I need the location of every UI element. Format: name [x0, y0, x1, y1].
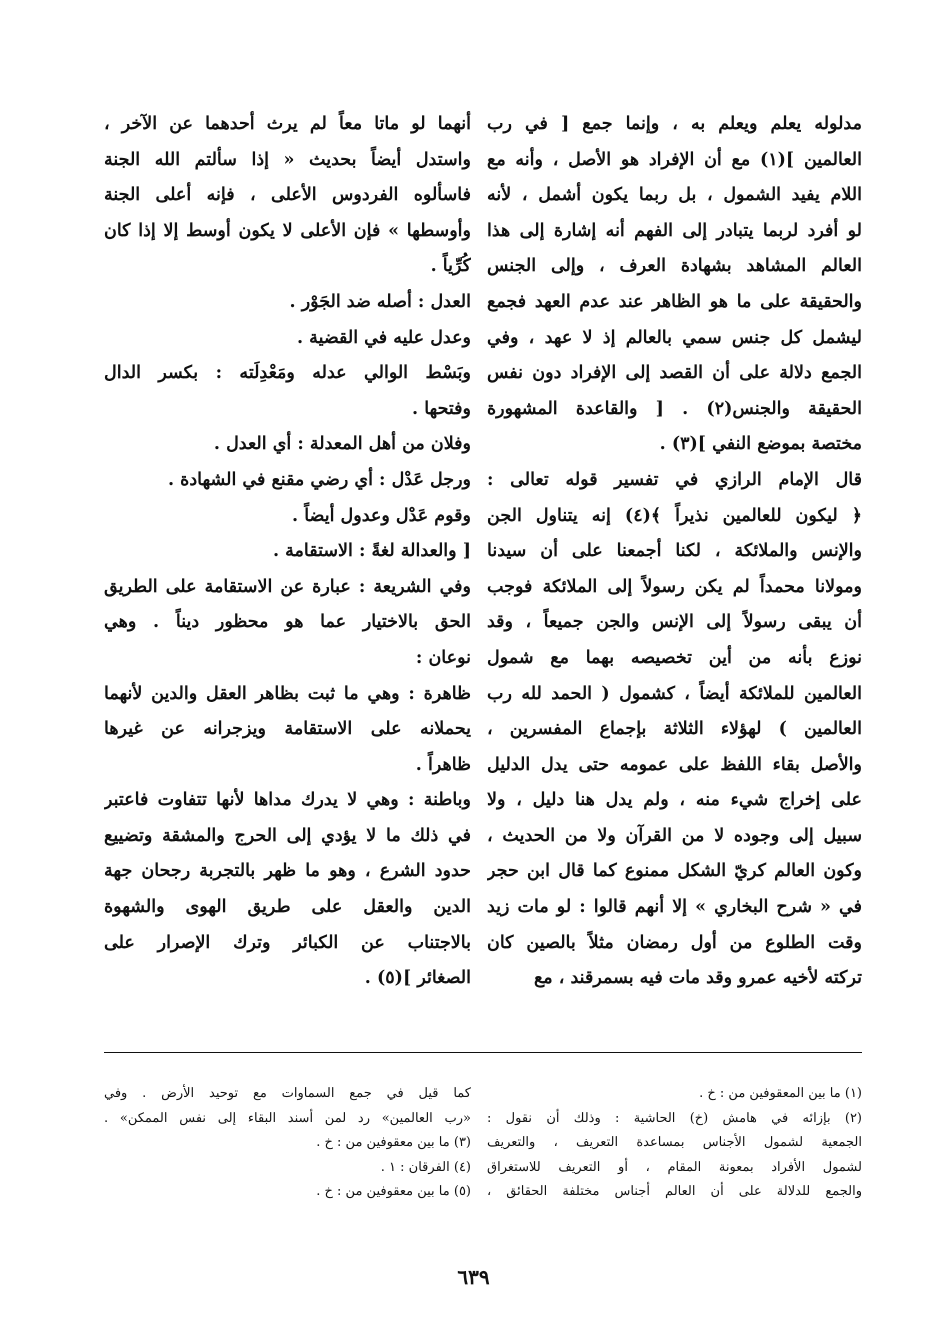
main-text-right-column [487, 107, 862, 997]
text-line: ﴿ ليكون للعالمين نذيراً ﴾(٤) إنه يتناول الجن [487, 505, 862, 526]
text-line: والجمع للدلالة على أن العالم أجناس مختلفة الحقائق ، [487, 1184, 862, 1199]
text-line: وفي الشريعة : عبارة عن الاستقامة على الطريق [104, 576, 471, 597]
text-line: لو أفرد لربما يتبادر إلى الفهم أنه إشارة إلى هذا [487, 220, 862, 241]
text-line: على إخراج شيء منه ، ولم يدل هنا دليل ، ولا [487, 790, 862, 811]
text-line: الدين والعقل على طريق الهوى والشهوة [104, 897, 471, 918]
text-line: في ذلك ما لا يؤدي إلى الحرج والمشقة وتضييع [104, 825, 471, 846]
text-line: «رب العالمين» رد لمن أسند البقاء إلى نفس الممكن» . [104, 1110, 471, 1126]
text-line: الصغائر ](٥) . [364, 968, 471, 989]
text-line: أن يبقى رسولاً إلى الإنس والجن جميعاً ، وقد [487, 612, 862, 633]
text-line: العالمين ) لهؤلاء الثلاثة بإجماع المفسرين ، [487, 719, 862, 740]
text-line: العالمين ](١) مع أن الإفراد هو الأصل ، وأنه مع [487, 149, 862, 170]
text-line: وفلان من أهل المعدلة : أي العدل . [213, 434, 471, 455]
text-line: والحقيقة على ما هو الظاهر عند عدم العهد فجمع [487, 291, 862, 312]
text-line: (٥) ما بين معقوفين من : خ . [316, 1184, 471, 1199]
text-line: أنهما لو ماتا معاً لم يرث أحدهما عن الآخر ، [104, 114, 471, 134]
text-line: مدلوله يعلم ويعلم به ، وإنما جمع [ في رب [487, 114, 862, 134]
text-line: العدل : أصله ضد الجَوْر . [289, 291, 471, 312]
text-line: قال الإمام الرازي في تفسير قوله تعالى : [487, 469, 862, 490]
text-line: وكون العالم كريّ الشكل ممنوع كما قال ابن حجر [487, 861, 862, 882]
text-line: مختصة بموضع النفي ](٣) . [659, 434, 862, 455]
text-line: كُرِّياً . [430, 256, 471, 277]
text-line: وبَسْط الوالي عدله ومَعْدِلَته : بكسر الدال [104, 363, 471, 384]
text-line: بالاجتناب عن الكبائر وترك الإصرار على [104, 932, 471, 953]
footnote-divider [104, 1052, 862, 1053]
footnotes-right-column [487, 1082, 862, 1205]
text-line: [ والعدالة لغةً : الاستقامة . [272, 541, 471, 562]
text-line: الحق بالاختيار عما هو محظور ديناً . وهي [104, 612, 471, 633]
text-line: العالم المشاهد بشهادة العرف ، وإلى الجنس [487, 256, 862, 277]
text-line: وقوم عَدْل وعدول أيضاً . [292, 505, 471, 526]
text-line: فاسألوه الفردوس الأعلى ، فإنه أعلى الجنة [104, 185, 471, 206]
text-line: ورجل عَدْل : أي رضي مقنع في الشهادة . [167, 469, 471, 490]
text-line: الحقيقة والجنس(٢) . [ والقاعدة المشهورة [487, 398, 862, 419]
text-line: (١) ما بين المعقوفين من : خ . [699, 1086, 862, 1101]
text-line: لشمول الأفراد بمعونة المقام ، أو التعريف للاستغراق [487, 1159, 862, 1175]
text-line: الجمع دلالة على أن القصد إلى الإفراد دون نفس [487, 363, 862, 384]
text-line: (٢) بإزائه في هامش (خ) الحاشية : وذلك أن نقول : [487, 1110, 862, 1126]
text-line: وقت الطلوع من أول رمضان مثلاً بالصين كان [487, 932, 862, 953]
text-line: نوزع بأنه من أين تخصيصه بهما مع شمول [487, 647, 862, 668]
text-line: والأصل بقاء اللفظ على عمومه حتى يدل الدليل [487, 754, 862, 775]
main-text-left-column [104, 107, 471, 997]
text-line: سبيل إلى وجوده لا من القرآن ولا من الحديث ، [487, 825, 862, 846]
text-line: كما قيل في جمع السماوات مع توحيد الأرض . وفي [104, 1086, 471, 1101]
text-line: (٤) الفرقان : ١ . [380, 1159, 471, 1175]
text-line: وأوسطها » فإن الأعلى لا يكون أوسط إلا إذا كان [104, 220, 471, 241]
text-line: ظاهرة : وهي ما ثبت بظاهر العقل والدين لأنهما [104, 683, 471, 704]
text-line: ومولانا محمداً لم يكن رسولاً إلى الملائكة فوجب [487, 576, 862, 597]
text-line: نوعان : [415, 647, 471, 668]
text-line: العالمين للملائكة أيضاً ، كشمول ( الحمد لله رب [487, 683, 862, 704]
page-number: ٦٣٩ [457, 1265, 490, 1289]
text-line: (٣) ما بين معقوفين من : خ . [316, 1135, 471, 1150]
text-line: وعدل عليه في القضية . [297, 327, 471, 348]
text-line: الجمعية لشمول الأجناس بمساعدة التعريف ، والتعريف [487, 1135, 862, 1150]
text-line: والإنس والملائكة ، لكنا أجمعنا على أن سيدنا [487, 541, 862, 562]
text-line: وباطنة : وهي لا يدرك مداها لأنها تتفاوت فاعتبر [104, 790, 471, 811]
text-line: يحملانه على الاستقامة ويزجرانه عن غيرها [104, 719, 471, 740]
text-line: تركته لأخيه عمرو وقد مات فيه بسمرقند ، مع [533, 968, 862, 989]
footnotes-left-column [104, 1082, 471, 1205]
text-line: اللام يفيد الشمول ، بل ربما يكون أشمل ، لأنه [487, 185, 862, 206]
text-line: حدود الشرع ، وهو ما ظهر بالتجربة رجحان جهة [104, 861, 471, 882]
text-line: وفتحها . [412, 398, 471, 419]
text-line: ظاهراً . [415, 754, 471, 775]
text-line: ليشمل كل جنس سمي بالعالم إذ لا عهد ، وفي [487, 327, 862, 348]
text-line: في « شرح البخاري » إلا أنهم قالوا : لو مات زيد [487, 897, 862, 918]
text-line: واستدل أيضاً بحديث « إذا سألتم الله الجنة [104, 149, 471, 170]
